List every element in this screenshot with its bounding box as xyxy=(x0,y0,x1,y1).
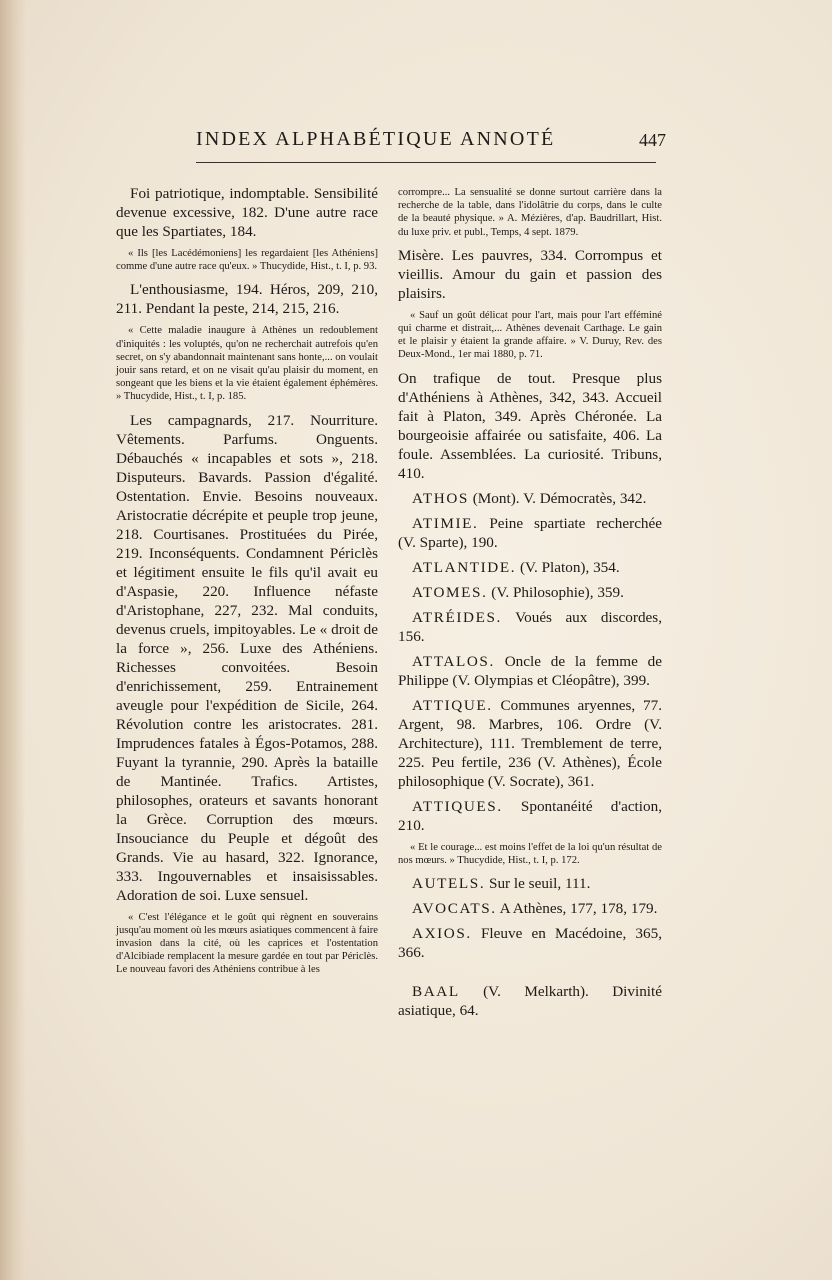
entry-body: (V. Philosophie), 359. xyxy=(491,583,624,601)
entry-headword: AXIOS. xyxy=(412,925,472,943)
entry-body: Sur le seuil, 111. xyxy=(489,875,591,893)
entry-headword: ATIMIE. xyxy=(412,514,479,532)
index-entry xyxy=(398,489,662,508)
index-entry xyxy=(398,608,662,646)
index-entry xyxy=(398,652,662,690)
entry-headword: ATOMES. xyxy=(412,583,488,601)
header-rule xyxy=(196,162,656,163)
header-title: INDEX ALPHABÉTIQUE ANNOTÉ xyxy=(196,128,556,150)
entry-headword: BAAL xyxy=(412,983,460,1001)
citation-quote: « Sauf un goût délicat pour l'art, mais pour l'art efféminé qui charme et distrait,... Athènes devenait Carthage. Le gain et le plaisir y étaient la grande affaire. » V. Duruy, Rev. des Deux-Mond., 1er mai 1880, p. 71. xyxy=(398,309,662,361)
citation-quote: « Et le courage... est moins l'effet de la loi qu'un résultat de nos mœurs. » Thucydide, Hist., t. I, p. 172. xyxy=(398,841,662,866)
index-entry-text: Foi patriotique, indomptable. Sensibilité devenue excessive, 182. D'une autre race que les Spartiates, 184. xyxy=(116,185,378,240)
index-entry xyxy=(398,558,662,577)
entry-body: (V. Platon), 354. xyxy=(519,558,620,576)
index-entry xyxy=(398,982,662,1020)
section-gap xyxy=(398,968,662,982)
page-number: 447 xyxy=(639,130,666,150)
entry-body: Peine spartiate recherchée (V. Sparte), 190. xyxy=(398,514,663,551)
entry-headword: ATRÉIDES. xyxy=(412,608,502,626)
entry-headword: ATTALOS. xyxy=(412,652,495,670)
entry-headword: ATTIQUES. xyxy=(412,797,503,815)
entry-body: Voués aux discordes, 156. xyxy=(398,608,662,645)
entry-headword: ATHOS xyxy=(412,489,469,507)
entry-body: A Athènes, 177, 178, 179. xyxy=(499,900,658,918)
index-entry xyxy=(398,514,662,552)
left-column xyxy=(116,184,378,984)
entry-body: Oncle de la femme de Philippe (V. Olympias et Cléopâtre), 399. xyxy=(398,652,662,689)
index-entry xyxy=(398,583,662,602)
running-header xyxy=(196,128,666,158)
page-gutter xyxy=(0,0,26,1280)
entry-headword: ATLANTIDE. xyxy=(412,558,517,576)
entry-body: Communes aryennes, 77. Argent, 98. Marbres, 106. Ordre (V. Architecture), 111. Tremblement de terre, 225. Peu fertile, 236 (V. Athènes), École philosophique (V. Socrate), 361. xyxy=(398,696,662,790)
right-column xyxy=(398,186,662,1026)
index-entry xyxy=(398,899,662,918)
entry-body: Fleuve en Macédoine, 365, 366. xyxy=(398,925,663,962)
index-entry xyxy=(398,874,662,893)
entry-body: Spontanéité d'action, 210. xyxy=(398,797,662,834)
entry-headword: ATTIQUE. xyxy=(412,696,493,714)
index-entry-text: Misère. Les pauvres, 334. Corrompus et vieillis. Amour du gain et passion des plaisirs. xyxy=(398,246,662,302)
entry-body: (V. Melkarth). Divinité asiatique, 64. xyxy=(398,983,662,1020)
entry-body: (Mont). V. Démocratès, 342. xyxy=(472,489,647,507)
citation-quote: « Ils [les Lacédémoniens] les regardaient [les Athéniens] comme d'une autre race qu'eux. » Thucydide, Hist., t. I, p. 93. xyxy=(116,248,378,273)
entry-headword: AVOCATS. xyxy=(412,900,497,918)
index-entry xyxy=(398,696,662,791)
index-entry-text: On trafique de tout. Presque plus d'Athéniens à Athènes, 342, 343. Accueil fait à Platon, 349. Après Chéronée. La bourgeoisie affairée ou satisfaite, 406. La foule. Assemblées. La curiosité. Tribuns, 410. xyxy=(398,369,662,482)
index-entry-text: Les campagnards, 217. Nourriture. Vêtements. Parfums. Onguents. Débauchés « incapables et sots », 218. Disputeurs. Bavards. Passion d'égalité. Ostentation. Envie. Besoins nouveaux. Aristocratie décrépite et peuple trop jeune, 218. Courtisanes. Prostituées du Pirée, 219. Inconséquents. Condamnent Périclès et légitiment ensuite le fils qu'il avait eu d'Aspasie, 220. Influence néfaste d'Aristophane, 227, 232. Mal conduits, devenus cruels, impitoyables. Le « droit de la force », 256. Luxe des Athéniens. Richesses convoitées. Besoin d'enrichissement, 259. Entrainement aveugle pour l'expédition de Sicile, 264. Révolution contre les aristocrates. 281. Imprudences fatales à Égos-Potamos, 288. Fuyant la tyrannie, 290. Après la bataille de Mantinée. Trafics. Artistes, philosophes, orateurs et savants honorant la Grèce. Corruption des mœurs. Insouciance du Peuple et dégoût des Grands. Vie au hasard, 322. Ignorance, 333. Ingouvernables et insaisissables. Adoration de soi. Luxe sensuel. xyxy=(116,411,378,904)
index-entry-text: L'enthousiasme, 194. Héros, 209, 210, 211. Pendant la peste, 214, 215, 216. xyxy=(116,281,378,318)
citation-quote: « C'est l'élégance et le goût qui règnent en souverains jusqu'au moment où les mœurs asiatiques commencent à faire invasion dans la cité, où les caprices et l'ostentation d'Alcibiade remplacent la mesure gardée en tout par Périclès. Le nouveau favori des Athéniens contribue à les xyxy=(116,911,378,976)
index-entry xyxy=(398,797,662,835)
citation-quote: corrompre... La sensualité se donne surtout carrière dans la recherche de la table, dans l'idolâtrie du corps, dans le culte de la beauté physique. » A. Mézières, d'ap. Baudrillart, Hist. du luxe priv. et publ., Temps, 4 sept. 1879. xyxy=(398,187,662,238)
entry-headword: AUTELS. xyxy=(412,875,486,893)
index-entry xyxy=(398,924,662,962)
citation-quote: « Cette maladie inaugure à Athènes un redoublement d'iniquités : les voluptés, qu'on ne recherchait autrefois qu'en secret, on s'y abandonnait maintenant sans honte,... on voulait jouir sans retard, et on ne visait qu'au plaisir du moment, en songeant que les biens et la vie étaient également éphémères. » Thucydide, Hist., t. I, p. 185. xyxy=(116,325,378,403)
